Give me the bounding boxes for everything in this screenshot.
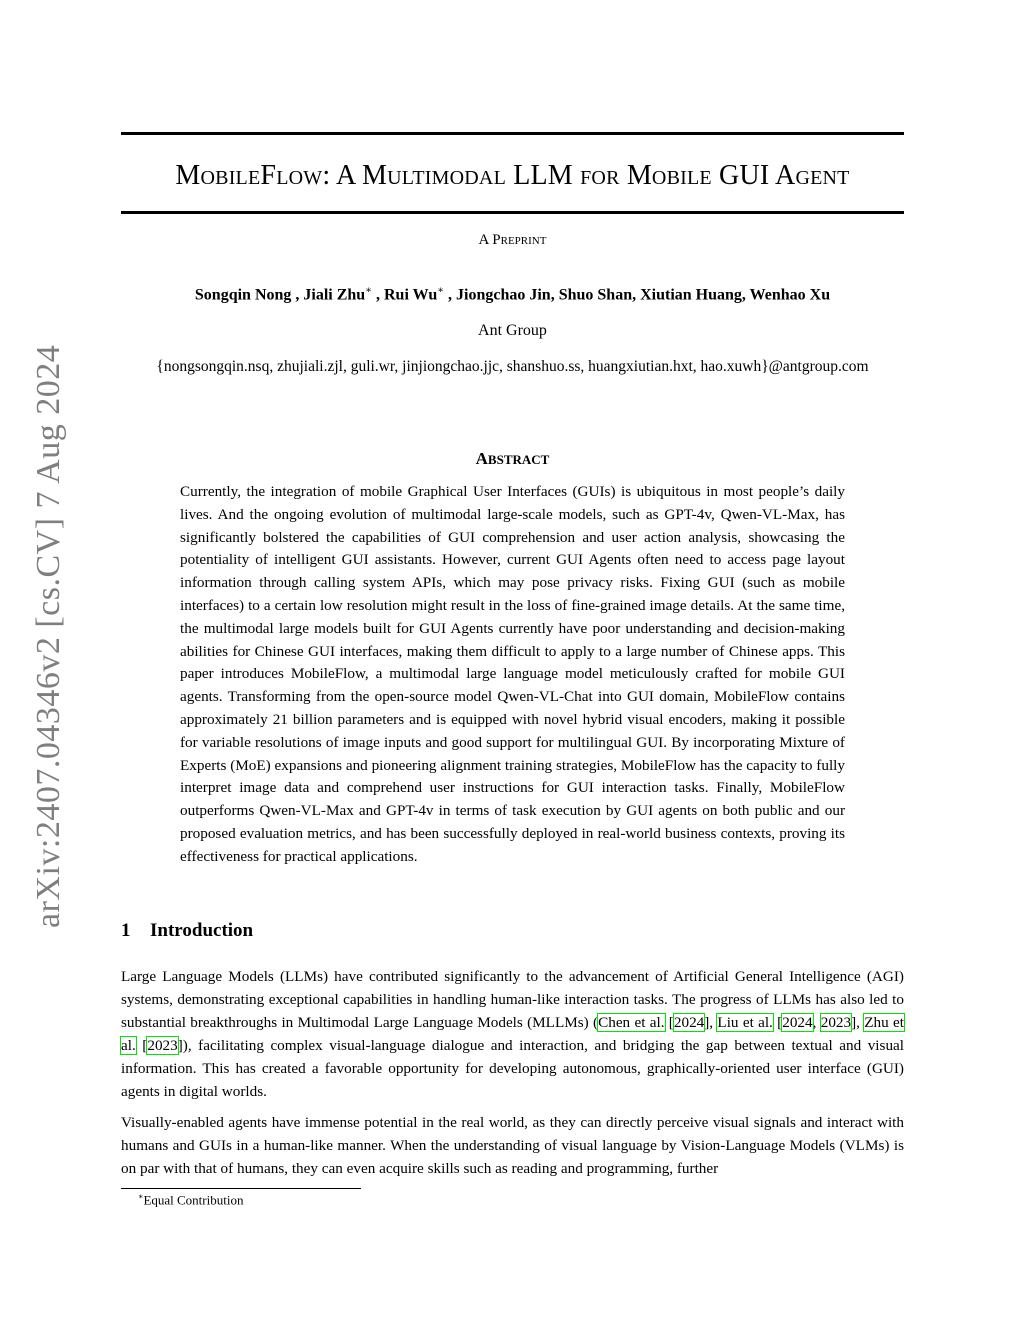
affiliation: Ant Group xyxy=(478,322,547,339)
footnote: ∗Equal Contribution xyxy=(138,1192,244,1208)
section-title: Introduction xyxy=(150,920,254,941)
citation-link-chen-et-al[interactable]: Chen et al. xyxy=(598,1014,665,1031)
intro-paragraph-1: Large Language Models (LLMs) have contributed significantly to the advancement of Artificial General Intelligence (AGI) systems, demonstrating exceptional capabilities in handling human-like interaction tasks. The progress of LLMs has also led to substantial breakthroughs in Multimodal Large Language Models (MLLMs) (Chen et al. [2024], Liu et al. [2024, 2023], Zhu et al. [2023]), facilitating complex visual-language dialogue and interaction, and bridging the gap between textual and visual information. This has created a favorable opportunity for developing autonomous, graphically-oriented user interface (GUI) agents in digital worlds. xyxy=(121,968,905,1100)
title-rule-top xyxy=(121,132,904,135)
citation-link-zhu-2023[interactable]: 2023 xyxy=(147,1037,178,1054)
title-rule-bottom xyxy=(121,211,904,214)
abstract-text: Currently, the integration of mobile Graphical User Interfaces (GUIs) is ubiquitous in most people’s daily lives. And the ongoing evolution of multimodal large-scale models, such as GPT-4v, Qwen-VL-Max, has significantly bolstered the capabilities of GUI comprehension and user action analysis, showcasing the potentiality of intelligent GUI assistants. However, current GUI Agents often need to access page layout information through calling system APIs, which may pose privacy risks. Fixing GUI (such as mobile interfaces) to a certain low resolution might result in the loss of fine-grained image details. At the same time, the multimodal large models built for GUI Agents currently have poor understanding and decision-making abilities for Chinese GUI interfaces, making them difficult to apply to a large number of Chinese apps. This paper introduces MobileFlow, a multimodal large language model meticulously crafted for mobile GUI agents. Transforming from the open-source model Qwen-VL-Chat into GUI domain, MobileFlow contains approximately 21 billion parameters and is equipped with novel hybrid visual encoders, making it possible for variable resolutions of image inputs and good support for multilingual GUI. By incorporating Mixture of Experts (MoE) expansions and pioneering alignment training strategies, MobileFlow has the capacity to fully interpret image data and comprehend user instructions for GUI interaction tasks. Finally, MobileFlow outperforms Qwen-VL-Max and GPT-4v in terms of task execution by GUI agents on both public and our proposed evaluation metrics, and has been successfully deployed in real-world business contexts, proving its effectiveness for practical applications. xyxy=(180,483,845,865)
citation-link-liu-et-al[interactable]: Liu et al. xyxy=(717,1014,773,1031)
arxiv-identifier-stamp: arXiv:2407.04346v2 [cs.CV] 7 Aug 2024 xyxy=(30,344,67,928)
citation-link-chen-2024[interactable]: 2024 xyxy=(673,1014,705,1031)
author-list: Songqin Nong , Jiali Zhu∗ , Rui Wu∗ , Jiongchao Jin, Shuo Shan, Xiutian Huang, Wenhao Xu xyxy=(194,285,831,304)
author-emails: {nongsongqin.nsq, zhujiali.zjl, guli.wr, jinjiongchao.jjc, shanshuo.ss, huangxiutian.hxt, hao.xuwh}@antgroup.com xyxy=(156,358,869,375)
citation-link-zhu-et-al[interactable]: Zhu et al. xyxy=(121,1014,905,1054)
section-heading-introduction xyxy=(121,920,253,942)
paper-title: MOBILEFLOW: A MULTIMODAL LLM FOR MOBILE GUI AGENT xyxy=(175,160,850,191)
abstract-heading: ABSTRACT xyxy=(475,449,550,468)
footnote-rule xyxy=(121,1188,361,1189)
preprint-label: A PREPRINT xyxy=(478,232,547,248)
citation-link-liu-2024[interactable]: 2024 xyxy=(782,1014,813,1031)
citation-link-liu-2023[interactable]: 2023 xyxy=(820,1014,852,1031)
section-number: 1 xyxy=(121,920,131,941)
intro-paragraph-2: Visually-enabled agents have immense potential in the real world, as they can directly perceive visual signals and interact with humans and GUIs in a human-like manner. When the understanding of visual language by Vision-Language Models (VLMs) is on par with that of humans, they can even acquire skills such as reading and programming, further xyxy=(121,1114,904,1177)
